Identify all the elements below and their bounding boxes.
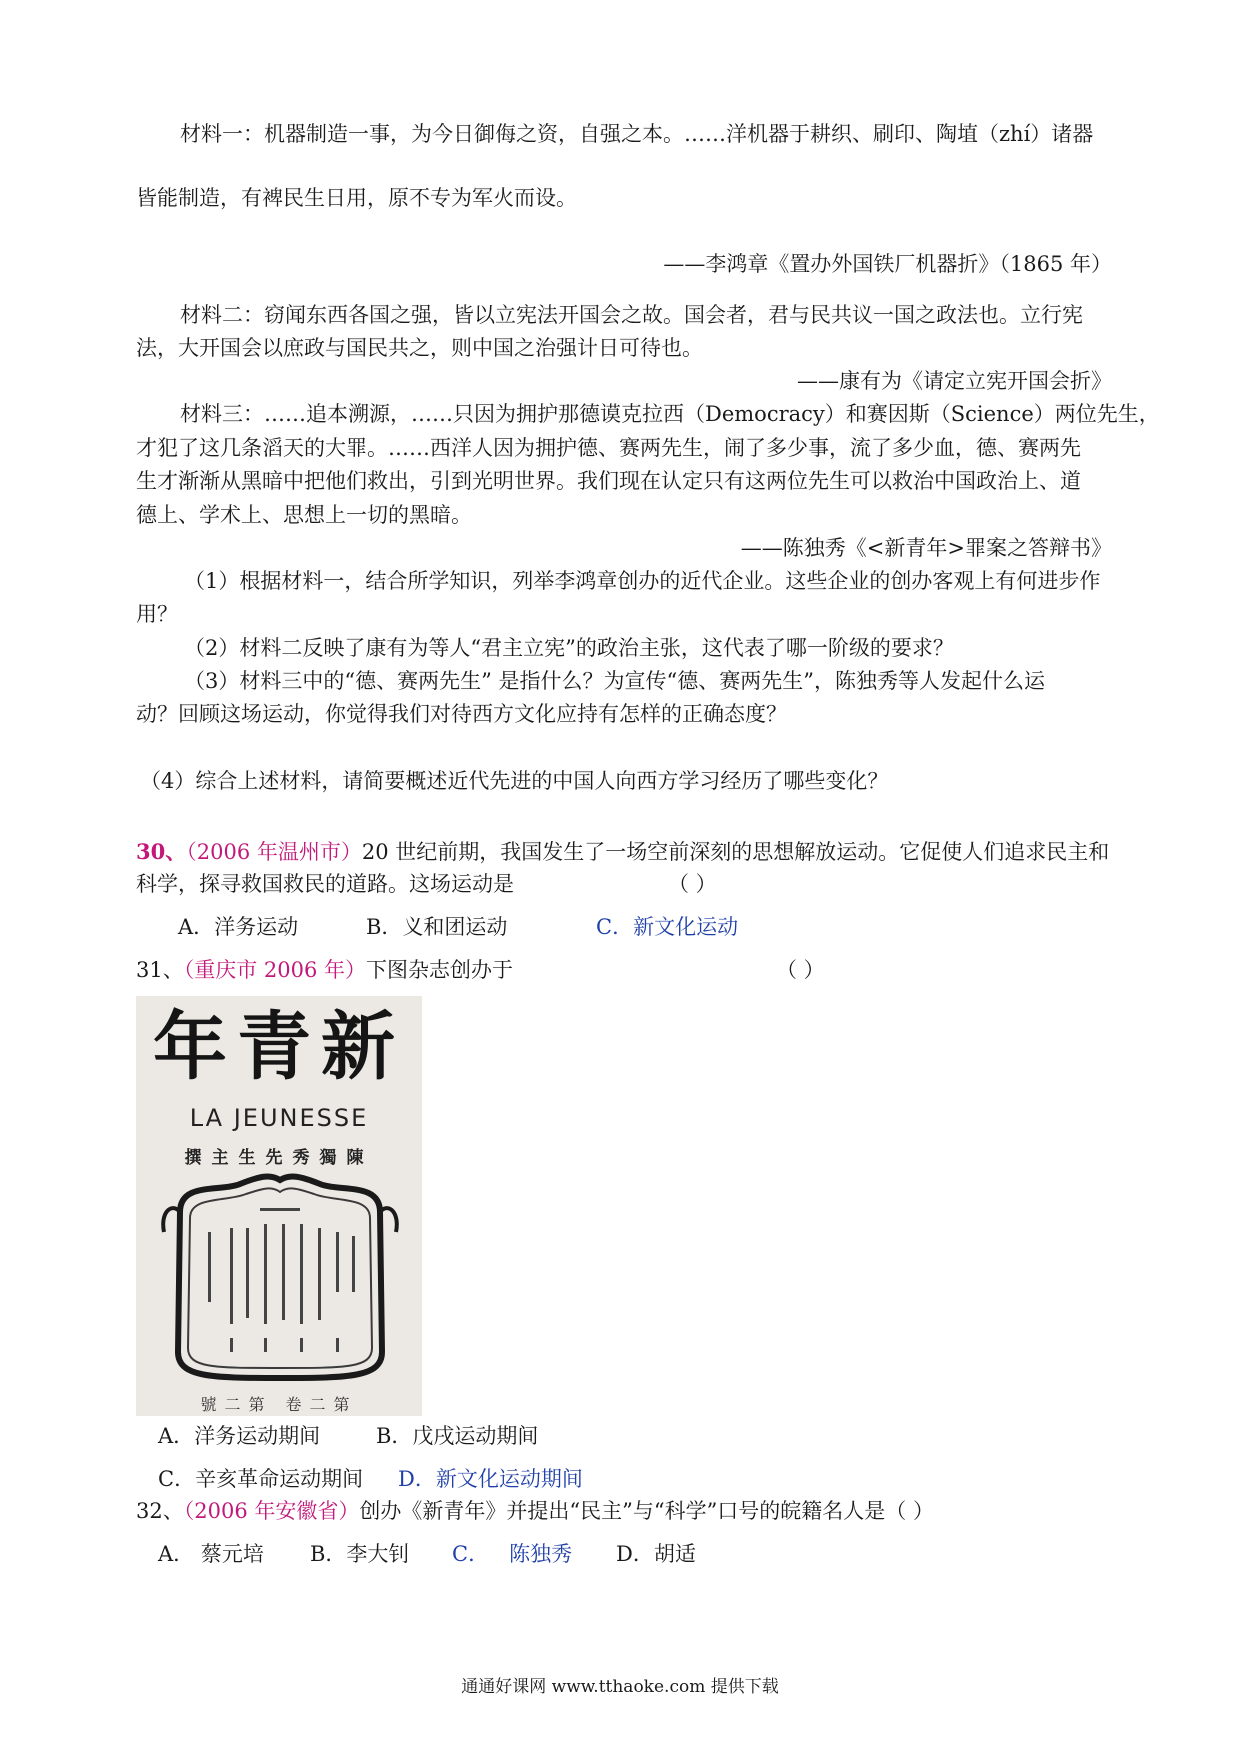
problem-31-option-c: C．辛亥革命运动期间: [158, 1467, 364, 1491]
question-1-line-2: 用？: [136, 602, 178, 626]
cover-subtitle: LA JEUNESSE: [189, 1104, 369, 1132]
question-3-line-2: 动？回顾这场运动，你觉得我们对待西方文化应持有怎样的正确态度？: [136, 702, 787, 726]
problem-32-option-a: A． 蔡元培: [158, 1542, 264, 1566]
problem-30-bracket: （ ）: [668, 872, 717, 896]
question-2: （2）材料二反映了康有为等人“君主立宪”的政治主张，这代表了哪一阶级的要求？: [184, 636, 954, 660]
material-3-line-3: 生才渐渐从黑暗中把他们救出，引到光明世界。我们现在认定只有这两位先生可以救治中国政治上、道: [136, 469, 1081, 493]
problem-31-option-d: D．新文化运动期间: [398, 1467, 583, 1491]
page-footer: 通通好课网 www.tthaoke.com 提供下载: [461, 1677, 779, 1697]
material-1-line-2: 皆能制造，有裨民生日用，原不专为军火而设。: [136, 186, 577, 210]
problem-30-number: 30、: [136, 839, 187, 864]
material-3-line-4: 德上、学术上、思想上一切的黑暗。: [136, 503, 472, 527]
problem-32-option-d: D．胡适: [616, 1542, 696, 1566]
material-3-line-2: 才犯了这几条滔天的大罪。……西洋人因为拥护德、赛两先生，闹了多少事，流了多少血，德、赛两先: [136, 436, 1081, 460]
problem-30-option-b: B．义和团运动: [366, 915, 508, 939]
problem-31-text: 下图杂志创办于: [366, 958, 514, 982]
problem-31-option-a: A．洋务运动期间: [158, 1424, 321, 1448]
material-1-source: ——李鸿章《置办外国铁厂机器折》（1865 年）: [663, 252, 1112, 276]
cover-author: 撰主生先秀獨陳: [184, 1148, 374, 1168]
problem-32-option-c-text: 陈独秀: [509, 1542, 573, 1566]
cover-title-glyphs: [136, 1000, 422, 1090]
question-4: （4）综合上述材料，请简要概述近代先进的中国人向西方学习经历了哪些变化？: [140, 769, 889, 793]
problem-32-option-c-letter: C．: [452, 1542, 490, 1566]
problem-31-number: 31、: [136, 958, 184, 982]
material-2-source: ——康有为《请定立宪开国会折》: [797, 369, 1112, 393]
problem-32-option-c: [452, 1540, 572, 1568]
question-1-line-1: （1）根据材料一，结合所学知识，列举李鸿章创办的近代企业。这些企业的创办客观上有何进步作: [184, 569, 1101, 593]
problem-32-source-tag: （2006 年安徽省）: [183, 1499, 360, 1523]
material-2-line-1: 材料二：窃闻东西各国之强，皆以立宪法开国会之故。国会者，君与民共议一国之政法也。立行宪: [180, 303, 1083, 327]
problem-30-option-c: C．新文化运动: [596, 915, 739, 939]
cover-ornamental-frame: [160, 1172, 400, 1388]
question-3-line-1: （3）材料三中的“德、赛两先生” 是指什么？为宣传“德、赛两先生”，陈独秀等人发起什么运: [184, 669, 1045, 693]
cover-title: 年青新: [153, 1004, 405, 1090]
material-2-line-2: 法，大开国会以庶政与国民共之，则中国之治强计日可待也。: [136, 336, 703, 360]
problem-30-text-1: 20 世纪前期，我国发生了一场空前深刻的思想解放运动。它促使人们追求民主和: [361, 840, 1110, 864]
material-3-line-1: 材料三：……追本溯源，……只因为拥护那德谟克拉西（Democracy）和赛因斯（Science）两位先生，: [180, 402, 1160, 426]
problem-30-line-2: 科学，探寻救国救民的道路。这场运动是: [136, 872, 514, 896]
problem-30-line-1: [136, 838, 1109, 866]
problem-30-source-tag: （2006 年温州市）: [186, 840, 362, 864]
cover-issue-label: 號二第 卷二第: [200, 1395, 358, 1414]
material-3-source: ——陈独秀《<新青年>罪案之答辩书》: [740, 536, 1112, 560]
problem-31-source-tag: （重庆市 2006 年）: [183, 958, 367, 982]
problem-32-text: 创办《新青年》并提出“民主”与“科学”口号的皖籍名人是（ ）: [359, 1499, 934, 1523]
problem-32-line: [136, 1497, 934, 1525]
la-jeunesse-cover-image: [136, 996, 422, 1416]
problem-31-line: [136, 956, 513, 984]
material-1-line-1: 材料一：机器制造一事，为今日御侮之资，自强之本。……洋机器于耕织、刷印、陶埴（zhí）诸器: [180, 122, 1094, 146]
problem-31-option-b: B．戊戌运动期间: [376, 1424, 539, 1448]
problem-31-bracket: （ ）: [776, 958, 825, 982]
problem-32-number: 32、: [136, 1499, 184, 1523]
problem-30-option-a: A．洋务运动: [178, 915, 299, 939]
problem-32-option-b: B．李大钊: [310, 1542, 410, 1566]
